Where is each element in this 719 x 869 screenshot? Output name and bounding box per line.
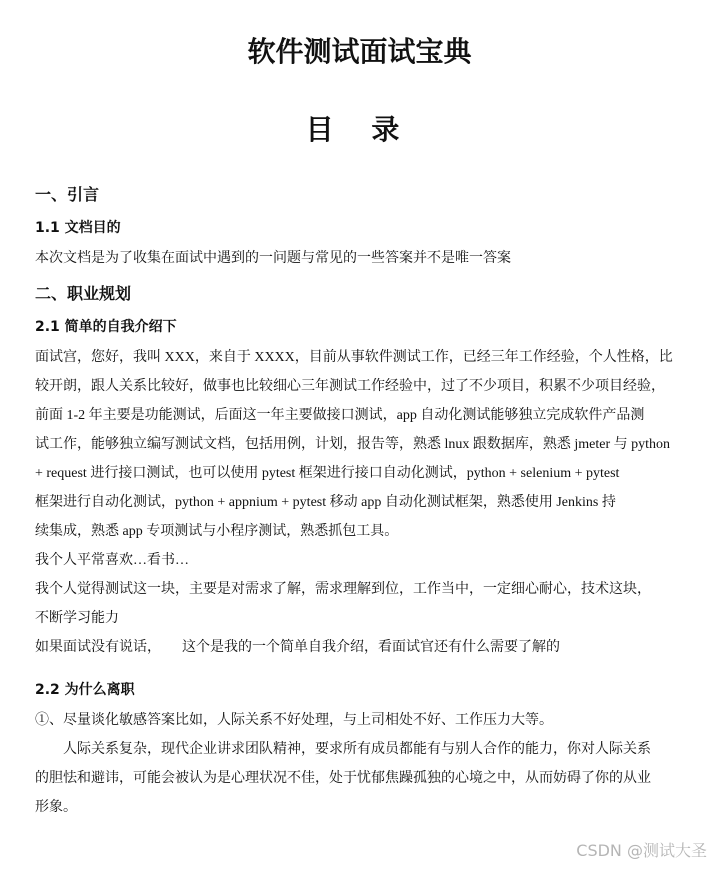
subheading-why-leave: 2.2 为什么离职: [35, 682, 135, 698]
intro-line: 框架进行自动化测试，python + appnium + pytest 移动 app 自动化测试框架，熟悉使用 Jenkins 持: [35, 495, 616, 510]
reason-line: ①、尽量谈化敏感答案比如，人际关系不好处理，与上司相处不好、工作压力大等。: [35, 713, 553, 728]
reason-line: 形象。: [35, 800, 77, 815]
section-heading-career: 二、职业规划: [35, 284, 132, 303]
view-line: 不断学习能力: [35, 611, 119, 626]
intro-line: + request 进行接口测试，也可以使用 pytest 框架进行接口自动化测试，python + selenium + pytest: [35, 466, 620, 481]
section-heading-intro: 一、引言: [35, 185, 100, 204]
view-line: 我个人觉得测试这一块，主要是对需求了解，需求理解到位，工作当中，一定细心耐心，技术这块，: [35, 582, 651, 597]
paragraph-purpose: 本次文档是为了收集在面试中遇到的一问题与常见的一些答案并不是唯一答案: [35, 251, 511, 266]
toc-heading: 目 录: [305, 113, 414, 146]
intro-line: 前面 1-2 年主要是功能测试，后面这一年主要做接口测试，app 自动化测试能够独立完成软件产品测: [35, 408, 645, 423]
intro-line: 试工作，能够独立编写测试文档，包括用例，计划，报告等，熟悉 lnux 跟数据库，熟悉 jmeter 与 python: [35, 437, 671, 452]
reason-line: 的胆怯和避讳，可能会被认为是心理状况不佳，处于忧郁焦躁孤独的心境之中，从而妨碍了你的从业: [35, 771, 651, 786]
hobby-line: 我个人平常喜欢…看书…: [35, 553, 189, 568]
intro-line: 续集成，熟悉 app 专项测试与小程序测试，熟悉抓包工具。: [35, 524, 399, 539]
subheading-purpose: 1.1 文档目的: [35, 220, 121, 236]
watermark: CSDN @测试大圣: [576, 841, 707, 860]
intro-line: 面试宫，您好，我叫 XXX，来自于 XXXX，目前从事软件测试工作，已经三年工作经验，个人性格，比: [35, 350, 673, 365]
closing-line: 如果面试没有说话， 这个是我的一个简单自我介绍，看面试官还有什么需要了解的: [35, 640, 560, 655]
reason-line: 人际关系复杂，现代企业讲求团队精神，要求所有成员都能有与别人合作的能力，你对人际关系: [35, 742, 651, 757]
subheading-self-intro: 2.1 简单的自我介绍下: [35, 319, 177, 335]
intro-line: 较开朗，跟人关系比较好，做事也比较细心三年测试工作经验中，过了不少项目，积累不少项目经验，: [35, 379, 665, 394]
document-title: 软件测试面试宝典: [247, 35, 472, 68]
